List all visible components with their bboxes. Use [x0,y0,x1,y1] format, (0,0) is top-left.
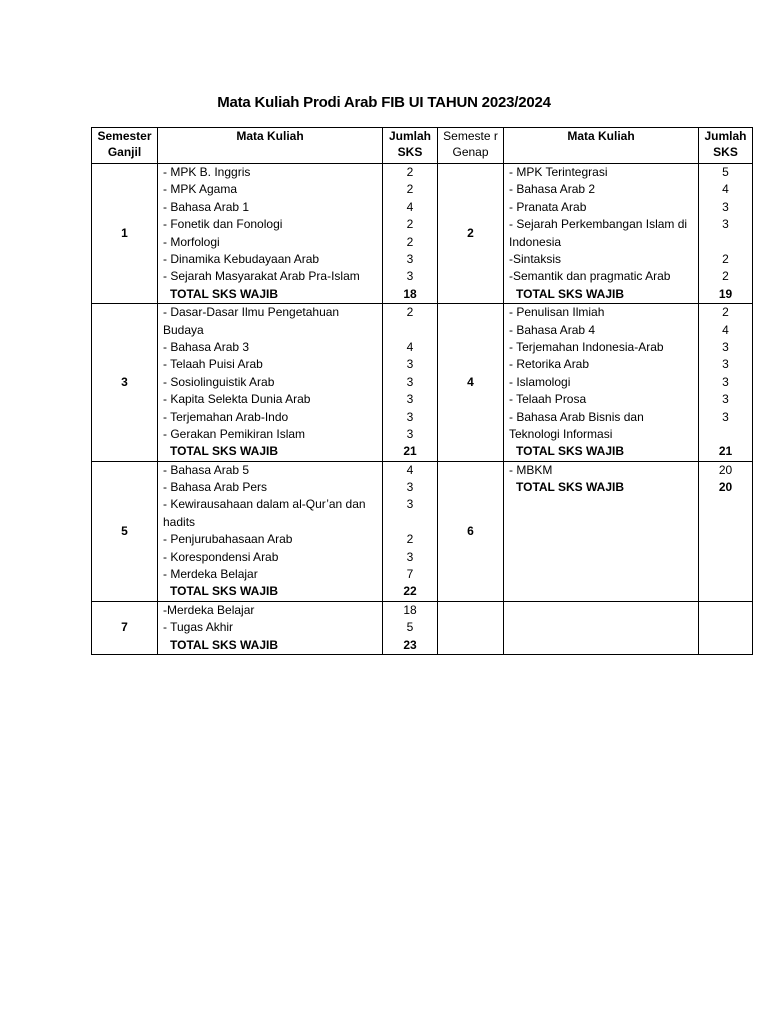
course-sks: 3 [722,357,729,372]
course-name: -Sintaksis [509,251,562,266]
empty-cell [504,601,699,654]
course-name: - Terjemahan Arab-Indo [163,409,289,424]
course-sks: 3 [722,339,729,354]
course-name: - MPK Agama [163,182,238,197]
total-value: 19 [718,286,733,301]
course-name: - Telaah Puisi Arab [163,357,263,372]
course-sks: 3 [406,374,414,389]
course-sks: 2 [406,165,414,179]
course-list [158,601,383,654]
course-name: - Bahasa Arab 2 [509,182,596,197]
semester-number: 4 [438,304,504,462]
course-name: - Bahasa Arab Bisnis dan Teknologi Informasi [509,409,644,441]
course-sks: 2 [722,251,729,266]
total-value: 21 [718,444,733,459]
total-label: TOTAL SKS WAJIB [516,480,625,495]
course-sks: 7 [406,567,414,582]
course-sks: 5 [406,620,414,635]
header-jumlah-sks-right: Jumlah SKS [699,128,753,164]
course-list [158,164,383,304]
sks-list [383,601,438,654]
semester-number: 3 [92,304,158,462]
course-list [504,164,699,304]
course-sks: 3 [722,199,729,214]
course-sks: 3 [722,392,729,407]
course-name: -Merdeka Belajar [163,602,255,617]
semester-number: 2 [438,164,504,304]
course-name: - Penulisan Ilmiah [509,305,605,320]
course-list [504,461,699,601]
course-name: - Korespondensi Arab [163,549,279,564]
course-list [158,304,383,462]
sks-list [699,461,753,601]
course-name: - Tugas Akhir [163,620,234,635]
empty-cell [438,601,504,654]
total-label: TOTAL SKS WAJIB [516,286,625,301]
course-sks: 4 [406,199,414,214]
total-label: TOTAL SKS WAJIB [170,286,279,301]
sks-list [383,461,438,601]
course-name: - Morfologi [163,234,220,249]
course-sks: 2 [722,269,729,284]
total-label: TOTAL SKS WAJIB [170,584,279,599]
course-name: - Terjemahan Indonesia-Arab [509,339,664,354]
course-name: - Sejarah Perkembangan Islam di Indonesia [509,217,688,249]
curriculum-table [91,127,753,655]
header-semester-genap: Semeste r Genap [438,128,504,164]
semester-number: 5 [92,461,158,601]
total-value: 23 [403,637,417,652]
course-name: - Gerakan Pemikiran Islam [163,426,306,441]
semester-block-row [92,601,753,654]
course-sks: 2 [406,217,414,232]
course-sks: 2 [406,305,414,320]
course-sks: 3 [406,549,414,564]
semester-number: 1 [92,164,158,304]
total-label: TOTAL SKS WAJIB [170,444,279,459]
course-name: - Penjurubahasaan Arab [163,532,293,547]
course-name: - Bahasa Arab 3 [163,339,250,354]
course-name: - MPK Terintegrasi [509,165,608,179]
header-semester-ganjil: Semester Ganjil [92,128,158,164]
course-sks: 3 [406,480,414,495]
course-name: - Islamologi [509,374,571,389]
course-sks: 2 [406,182,414,197]
course-name: - MPK B. Inggris [163,165,251,179]
header-mata-kuliah-left: Mata Kuliah [158,128,383,164]
header-jumlah-sks-left: Jumlah SKS [383,128,438,164]
course-name: - Telaah Prosa [509,392,587,407]
course-sks: 5 [722,165,729,179]
total-value: 21 [403,444,417,459]
total-label: TOTAL SKS WAJIB [516,444,625,459]
course-sks: 3 [406,497,414,512]
page-title: Mata Kuliah Prodi Arab FIB UI TAHUN 2023/2024 [217,94,551,111]
course-sks: 2 [406,234,414,249]
course-name: - MBKM [509,462,553,477]
semester-block-row [92,164,753,304]
course-name: - Sejarah Masyarakat Arab Pra-Islam [163,269,360,284]
header-mata-kuliah-right: Mata Kuliah [504,128,699,164]
course-sks: 3 [406,251,414,266]
course-name: - Merdeka Belajar [163,567,258,582]
course-sks: 2 [722,305,729,320]
course-name: - Pranata Arab [509,199,587,214]
course-sks: 4 [406,339,414,354]
empty-cell [699,601,753,654]
course-name: - Bahasa Arab Pers [163,480,268,495]
course-name: - Bahasa Arab 4 [509,322,596,337]
semester-block-row [92,304,753,462]
course-name: - Dinamika Kebudayaan Arab [163,251,320,266]
semester-block-row [92,461,753,601]
course-sks: 20 [718,462,733,477]
total-value: 20 [718,480,733,495]
course-sks: 4 [722,322,729,337]
course-sks: 3 [722,409,729,424]
course-name: - Kewirausahaan dalam al-Qur’an dan hadits [163,497,366,529]
course-sks: 3 [406,426,414,441]
course-sks: 3 [722,374,729,389]
sks-list [383,164,438,304]
course-sks: 3 [406,409,414,424]
total-value: 18 [403,286,417,301]
total-value: 22 [403,584,417,599]
course-list [158,461,383,601]
course-list [504,304,699,462]
course-sks: 4 [722,182,729,197]
semester-number: 7 [92,601,158,654]
course-name: - Sosiolinguistik Arab [163,374,275,389]
course-sks: 2 [406,532,414,547]
sks-list [699,164,753,304]
sks-list [699,304,753,462]
sks-list [383,304,438,462]
course-name: - Retorika Arab [509,357,590,372]
total-label: TOTAL SKS WAJIB [170,637,279,652]
course-name: -Semantik dan pragmatic Arab [509,269,671,284]
course-name: - Kapita Selekta Dunia Arab [163,392,311,407]
course-sks: 3 [722,217,729,232]
semester-number: 6 [438,461,504,601]
course-name: - Bahasa Arab 5 [163,462,250,477]
course-sks: 18 [403,602,417,617]
course-sks: 3 [406,269,414,284]
course-sks: 3 [406,392,414,407]
table-header-row [92,128,753,164]
course-name: - Fonetik dan Fonologi [163,217,283,232]
course-name: - Bahasa Arab 1 [163,199,250,214]
course-sks: 4 [406,462,414,477]
course-name: - Dasar-Dasar Ilmu Pengetahuan Budaya [163,305,340,337]
course-sks: 3 [406,357,414,372]
